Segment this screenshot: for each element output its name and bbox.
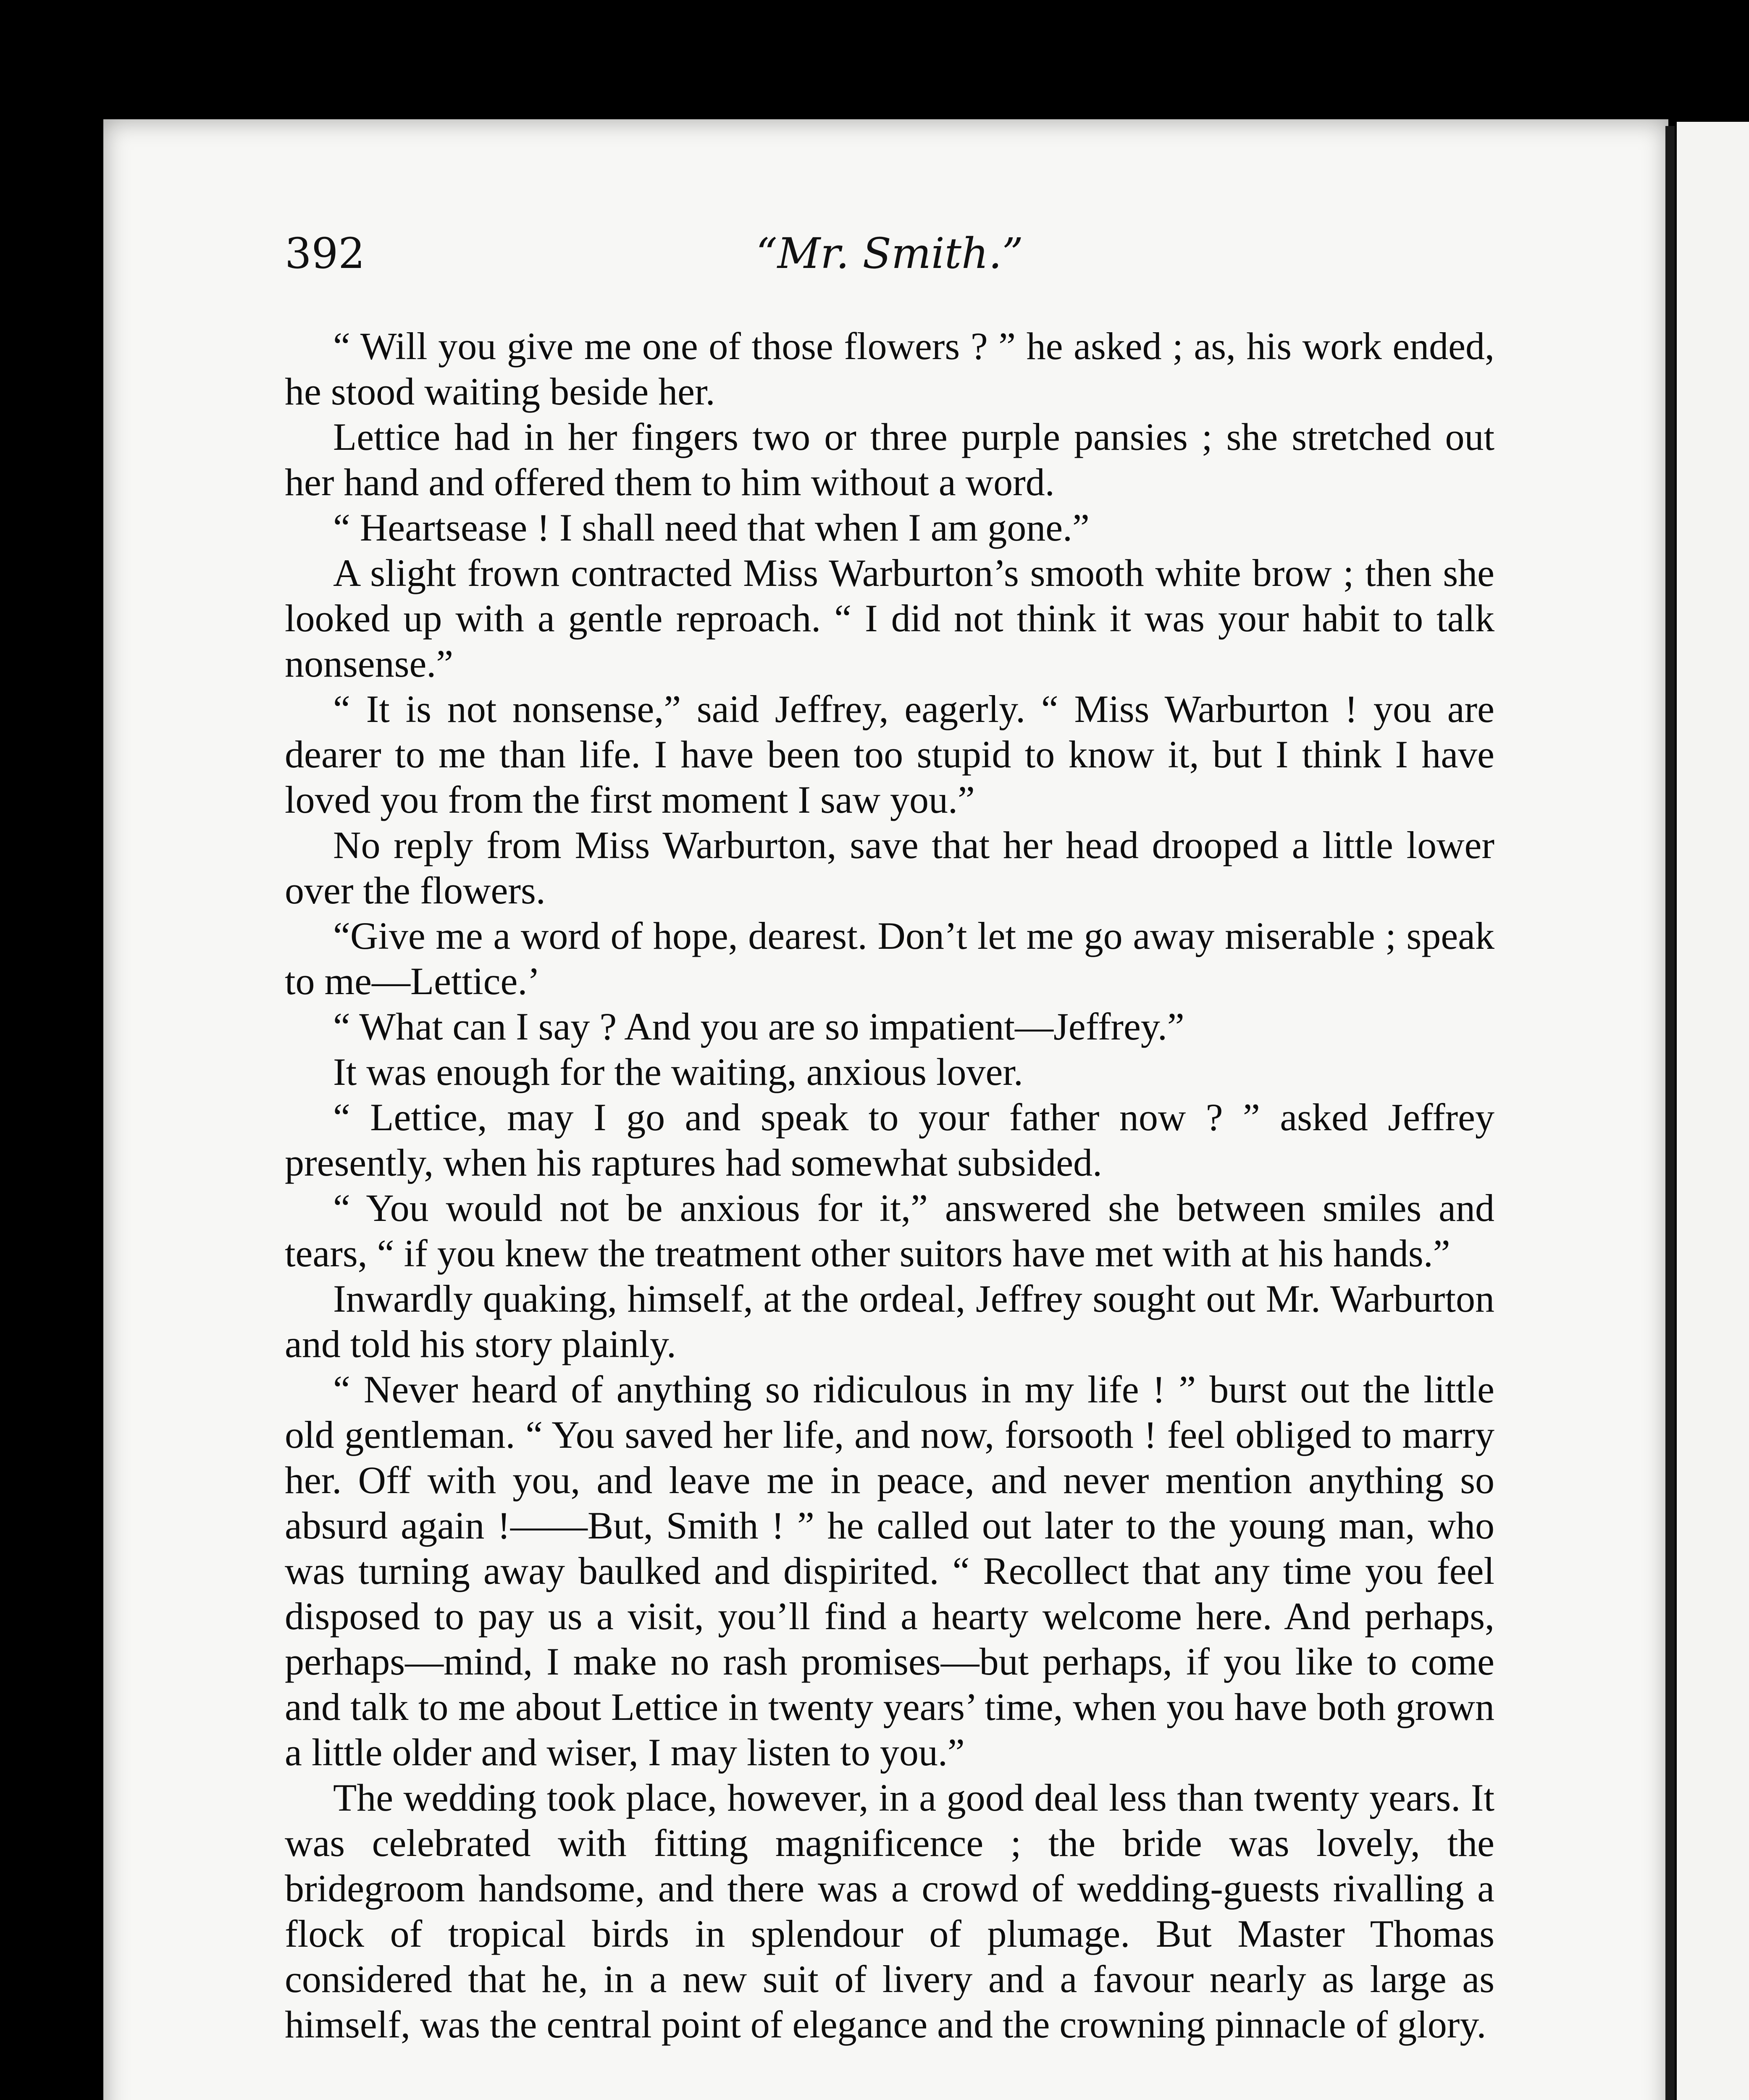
paragraph: The wedding took place, however, in a good deal less than twenty years. It was celebrated with fitting magnificence ; the bride was lovely, the bridegroom handsome, and there was a crowd of wedding-guests rivalling a flock of tropical birds in splendour of plumage. But Master Thomas considered that he, in a new suit of livery and a favour nearly as large as himself, was the central point of elegance and the crowning pinnacle of glory. [285, 1776, 1494, 2046]
paragraph: “ What can I say ? And you are so impatient—Jeffrey.” [333, 1005, 1184, 1048]
paragraph: It was enough for the waiting, anxious lover. [333, 1050, 1023, 1093]
page-number: 392 [285, 229, 365, 278]
page-gutter [1665, 126, 1675, 2100]
paragraph: A slight frown contracted Miss Warburton’s smooth white brow ; then she looked up with a gentle reproach. “ I did not think it was your habit to talk nonsense.” [285, 551, 1494, 685]
running-title: “Mr. Smith.” [756, 229, 1024, 278]
paragraph: “ You would not be anxious for it,” answered she between smiles and tears, “ if you knew the treatment other suitors have met with at his hands.” [285, 1186, 1494, 1275]
body-text [285, 323, 1494, 2047]
paragraph: “ It is not nonsense,” said Jeffrey, eagerly. “ Miss Warburton ! you are dearer to me than life. I have been too stupid to know it, but I think I have loved you from the first moment I saw you.” [285, 688, 1494, 821]
paragraph: “ Never heard of anything so ridiculous in my life ! ” burst out the little old gentleman. “ You saved her life, and now, forsooth ! feel obliged to marry her. Off with you, and leave me in peace, and never mention anything so absurd again !——But, Smith ! ” he called out later to the young man, who was turning away baulked and dispirited. “ Recollect that any time you feel disposed to pay us a visit, you’ll find a hearty welcome here. And perhaps, perhaps—mind, I make no rash promises—but perhaps, if you like to come and talk to me about Lettice in twenty years’ time, when you have both grown a little older and wiser, I may listen to you.” [285, 1368, 1494, 1774]
paragraph: Lettice had in her fingers two or three purple pansies ; she stretched out her hand and offered them to him without a word. [285, 415, 1494, 504]
paragraph: “ Heartsease ! I shall need that when I am gone.” [333, 506, 1090, 549]
paragraph: No reply from Miss Warburton, save that her head drooped a little lower over the flowers. [285, 824, 1494, 912]
running-head [285, 229, 1494, 288]
next-page-edge [1677, 122, 1749, 2100]
paragraph: “ Will you give me one of those flowers ? ” he asked ; as, his work ended, he stood waiting beside her. [285, 325, 1494, 413]
paragraph: “ Lettice, may I go and speak to your father now ? ” asked Jeffrey presently, when his raptures had somewhat subsided. [285, 1096, 1494, 1184]
paragraph: Inwardly quaking, himself, at the ordeal, Jeffrey sought out Mr. Warburton and told his story plainly. [285, 1277, 1494, 1365]
paragraph: “Give me a word of hope, dearest. Don’t let me go away miserable ; speak to me—Lettice.’ [285, 914, 1494, 1003]
